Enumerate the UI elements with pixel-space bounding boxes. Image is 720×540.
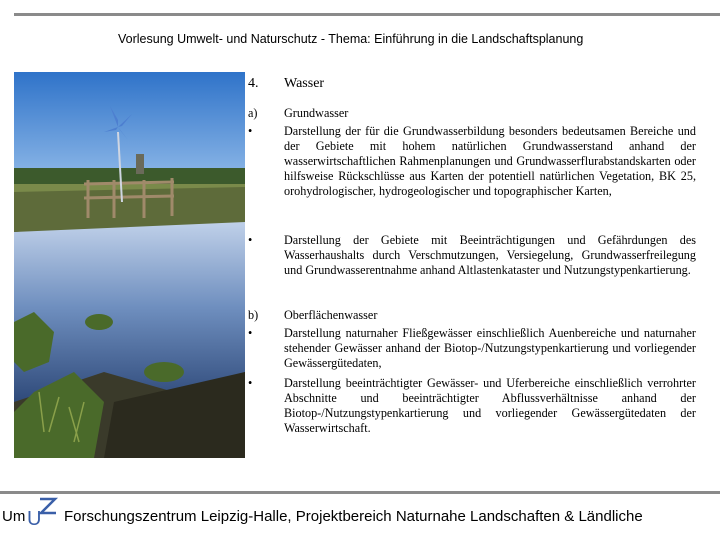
bullet-marker: • [248, 326, 253, 340]
lecture-title: Vorlesung Umwelt- und Naturschutz - Thema: Einführung in die Landschaftsplanung [118, 32, 584, 46]
bullet-text: Darstellung beeinträchtigter Gewässer- und Uferbereiche einschließlich verrohrter Abschnitte und beeinträchtigter Abflussverhältnisse anhand der Biotop-/Nutzungstypenkartierung und vorliegender Gewässergütedaten der Wasserwirtschaft. [284, 376, 696, 435]
subsection-marker: b) [248, 308, 259, 322]
subsection-title: Grundwasser [284, 106, 349, 120]
subsection-marker: a) [248, 106, 258, 120]
bullet-text: Darstellung naturnaher Fließgewässer einschließlich Auenbereiche und naturnaher stehender Gewässer anhand der Biotop-/Nutzungstypenkartierung und vorliegender Gewässergütedaten, [284, 326, 696, 370]
bullet-marker: • [248, 233, 253, 247]
svg-text:U: U [27, 508, 42, 528]
section-title: Wasser [284, 76, 325, 91]
wetland-photo [14, 72, 245, 458]
footer-text-left: Um [2, 508, 26, 525]
footer-rule [0, 491, 720, 494]
bullet-text: Darstellung der für die Grundwasserbildung besonders bedeutsamen Bereiche und der Gebiete mit hohem natürlichen Grundwasserstand anhand der wasserwirtschaftlichen Rahmenplanungen und Grundwasserflurabstandskarten oder hilfsweise Rückschlüsse aus Karten der potentiell natürlichen Vegetation, BK 25, orohydrologischer, hydrogeologischer und topographischer Karten, [284, 124, 696, 198]
footer [0, 506, 720, 534]
footer-text-right: Forschungszentrum Leipzig-Halle, Projektbereich Naturnahe Landschaften & Ländliche [64, 508, 643, 525]
bullet-marker: • [248, 124, 253, 138]
subsection-title: Oberflächenwasser [284, 308, 378, 322]
section-number: 4. [248, 76, 259, 91]
bullet-marker: • [248, 376, 253, 390]
bullet-text: Darstellung der Gebiete mit Beeinträchtigungen und Gefährdungen des Wasserhaushalts durch Verschmutzungen, Versiegelung, Grundwasserfreilegung und Grundwasserentnahme anhand Altlastenkataster und Nutzungstypenkartierung. [284, 233, 696, 277]
ufz-logo-icon [26, 496, 60, 528]
content-area [248, 0, 698, 470]
